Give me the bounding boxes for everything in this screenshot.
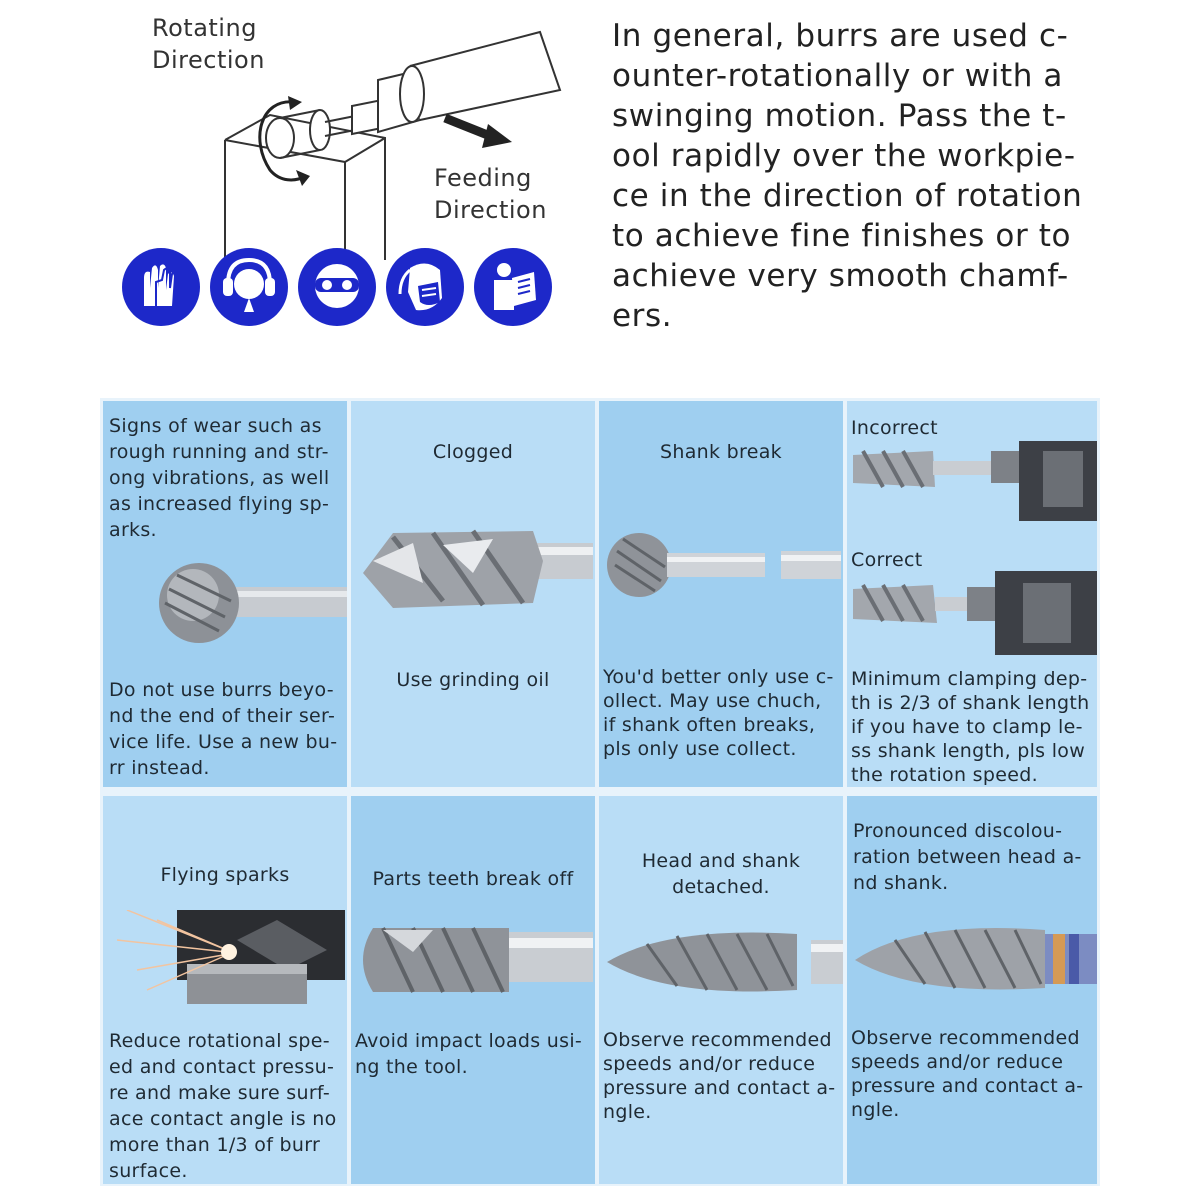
feeding-direction-label: Feeding Direction — [434, 164, 547, 224]
correct-label: Correct — [851, 549, 923, 571]
worn-ball-burr-image — [149, 559, 347, 653]
flying-sparks-solution: Reduce rotational spe- ed and contact pressu- re and make sure surf- ace contact angle is no more than 1/3 of burr surface. — [109, 1030, 337, 1182]
broken-teeth-burr-image — [353, 922, 593, 1002]
incorrect-clamping-image — [853, 441, 1097, 525]
rotation-feed-diagram — [120, 10, 570, 260]
rotating-direction-label: Rotating Direction — [152, 14, 265, 74]
clogged-burr-image — [353, 513, 593, 627]
clogged-caption: Clogged — [432, 441, 514, 463]
troubleshooting-grid — [100, 398, 1100, 1186]
teeth-break-caption: Parts teeth break off — [372, 868, 574, 890]
discoloured-burr-image — [855, 920, 1097, 1000]
cell-flying-sparks — [103, 796, 347, 1184]
cell-discolouration — [847, 796, 1097, 1184]
correct-clamping-image — [853, 571, 1097, 659]
sparks-grinding-image — [117, 910, 345, 1010]
discolouration-caption: Pronounced discolou- ration between head a- nd shank. — [853, 820, 1082, 894]
safety-goggles-icon — [298, 248, 376, 326]
cell-clogged — [351, 401, 595, 787]
cell-head-shank-detached — [599, 796, 843, 1184]
detached-solution: Observe recommended speeds and/or reduce pressure and contact a- ngle. — [603, 1029, 836, 1123]
worn-burr-caption: Signs of wear such as rough running and str- ong vibrations, as well as increased flying sp- arks. — [109, 415, 330, 541]
flying-sparks-caption: Flying sparks — [160, 864, 290, 886]
clamping-solution: Minimum clamping dep- th is 2/3 of shank length if you have to clamp le- ss shank length, pls low the rotation speed. — [851, 668, 1090, 786]
detached-tree-burr-image — [607, 926, 843, 1000]
gloves-icon — [122, 248, 200, 326]
shank-break-caption: Shank break — [660, 441, 782, 463]
shank-break-solution: You'd better only use c- ollect. May use chuch, if shank often breaks, pls only use collect. — [603, 666, 834, 760]
teeth-break-solution: Avoid impact loads usi- ng the tool. — [355, 1030, 583, 1078]
cell-shank-break — [599, 401, 843, 787]
safety-icons-row — [120, 248, 560, 328]
cell-worn-burr — [103, 401, 347, 787]
discolouration-solution: Observe recommended speeds and/or reduce pressure and contact a- ngle. — [851, 1027, 1084, 1121]
incorrect-label: Incorrect — [851, 417, 938, 439]
ear-protection-icon — [210, 248, 288, 326]
detached-caption: Head and shank detached. — [641, 850, 801, 898]
face-mask-icon — [386, 248, 464, 326]
clogged-solution: Use grinding oil — [396, 669, 550, 691]
worn-burr-solution: Do not use burrs beyo- nd the end of their ser- vice life. Use a new bu- rr instead. — [109, 679, 338, 779]
broken-shank-image — [605, 521, 841, 615]
cell-clamping-depth — [847, 401, 1097, 787]
intro-paragraph: In general, burrs are used c- ounter-rotationally or with a swinging motion. Pass the t- ool rapidly over the workpie- ce in the direction of rotation to achieve fine finishes or to achieve very smooth chamf- ers. — [612, 18, 1083, 334]
read-manual-icon — [474, 248, 552, 326]
cell-teeth-break-off — [351, 796, 595, 1184]
